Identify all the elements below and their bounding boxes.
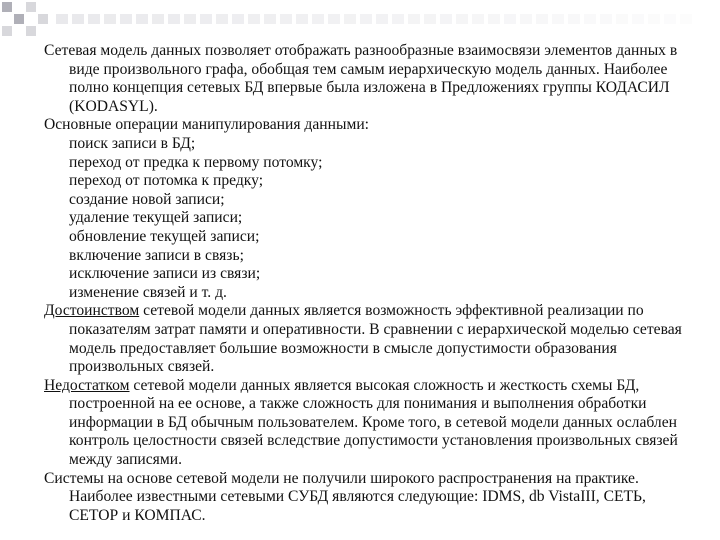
advantages-text: сетевой модели данных является возможность эффективной реализации по показателям затрат памяти и оперативности. В сравнении с иерархической моделью сетевая модель предоставляет большие возможности в смысле допустимости образования произвольных связей. xyxy=(69,302,682,376)
band-square xyxy=(504,14,516,24)
deco-square xyxy=(2,26,12,36)
intro-paragraph: Сетевая модель данных позволяет отображать разнообразные взаимосвязи элементов данных в виде произвольного графа, обобщая тем самым иерархическую модель данных. Наиболее полно концепция сетевых БД впервые была изложена в Предложениях группы КОДАСИЛ (KODASYL). xyxy=(44,42,678,115)
advantages-term: Достоинством xyxy=(44,302,140,320)
band-square xyxy=(296,14,308,24)
band-square xyxy=(168,14,180,24)
band-square xyxy=(184,14,196,24)
band-square xyxy=(344,14,356,24)
band-square xyxy=(664,14,676,24)
systems-paragraph: Системы на основе сетевой модели не получили широкого распространения на практике. Наиболее известными сетевыми СУБД являются следующие: IDMS, db VistaIII, СЕТЬ, СЕТОР и КОМПАС. xyxy=(44,469,646,524)
band-square xyxy=(120,14,132,24)
band-square xyxy=(584,14,596,24)
deco-square xyxy=(26,2,36,12)
list-item: создание новой записи; xyxy=(69,190,225,208)
band-square xyxy=(616,14,628,24)
disadvantages-paragraph xyxy=(44,377,694,470)
band-square xyxy=(216,14,228,24)
band-square xyxy=(280,14,292,24)
band-square xyxy=(552,14,564,24)
list-item: удаление текущей записи; xyxy=(69,209,243,227)
advantages-paragraph xyxy=(44,302,694,376)
band-square xyxy=(424,14,436,24)
band-square xyxy=(232,14,244,24)
band-square xyxy=(72,14,84,24)
band-square xyxy=(440,14,452,24)
band-square xyxy=(568,14,580,24)
list-item: исключение записи из связи; xyxy=(69,265,261,283)
band-square xyxy=(312,14,324,24)
square-pattern xyxy=(2,2,48,36)
band-square xyxy=(632,14,644,24)
band-square xyxy=(88,14,100,24)
band-square xyxy=(200,14,212,24)
decorative-squares-header xyxy=(0,0,720,40)
band-square xyxy=(408,14,420,24)
band-square xyxy=(392,14,404,24)
band-square xyxy=(376,14,388,24)
list-item: включение записи в связь; xyxy=(69,246,244,264)
deco-square xyxy=(26,26,36,36)
deco-square xyxy=(14,14,24,24)
band-square xyxy=(104,14,116,24)
band-square xyxy=(328,14,340,24)
fading-band xyxy=(56,14,692,24)
band-square xyxy=(152,14,164,24)
band-square xyxy=(488,14,500,24)
band-square xyxy=(680,14,692,24)
band-square xyxy=(248,14,260,24)
list-item: переход от потомка к предку; xyxy=(69,172,264,190)
band-square xyxy=(56,14,68,24)
deco-square xyxy=(2,2,12,12)
band-square xyxy=(456,14,468,24)
operations-heading: Основные операции манипулирования данными: xyxy=(44,116,370,134)
list-item: обновление текущей записи; xyxy=(69,227,260,245)
list-item: изменение связей и т. д. xyxy=(69,283,227,301)
band-square xyxy=(360,14,372,24)
band-square xyxy=(136,14,148,24)
band-square xyxy=(648,14,660,24)
slide-body xyxy=(44,42,694,525)
disadvantages-term: Недостатком xyxy=(44,376,130,394)
disadvantages-text: сетевой модели данных является высокая сложность и жесткость схемы БД, построенной на ее основе, а также сложность для понимания и выполнения обработки информации в БД обычным пользователем. Кроме того, в сетевой модели данных ослаблен контроль целостности связей вследствие допустимости установления произвольных связей между записями. xyxy=(69,376,678,469)
band-square xyxy=(472,14,484,24)
list-item: поиск записи в БД; xyxy=(69,134,196,152)
band-square xyxy=(264,14,276,24)
band-square xyxy=(600,14,612,24)
band-square xyxy=(520,14,532,24)
list-item: переход от предка к первому потомку; xyxy=(69,153,323,171)
band-square xyxy=(536,14,548,24)
deco-square xyxy=(38,14,48,24)
operations-list xyxy=(44,135,694,302)
